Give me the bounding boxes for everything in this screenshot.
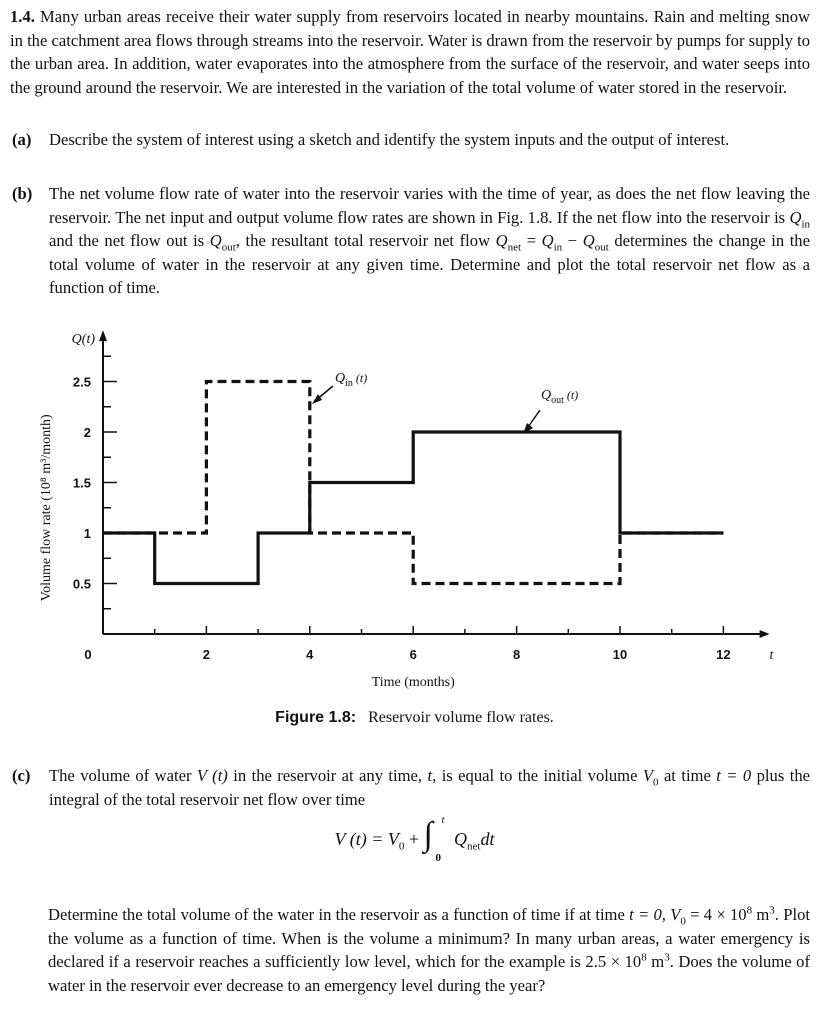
final-t0: t = 0, [629, 905, 666, 924]
integral-sign: ∫ [423, 816, 433, 853]
v0-sub: 0 [653, 776, 659, 789]
part-b-text-2: and the net flow out is [49, 231, 205, 250]
part-b-text-1: The net volume flow rate of water into the reservoir varies with the time of year, as does the net flow leaving the reservoir. The net input and output volume flow rates are shown in Fig. 1.8. If the net flow into the reservoir is [49, 184, 810, 227]
integrand-sub: net [467, 840, 481, 853]
figure-caption [0, 709, 829, 727]
t-variable: t [427, 766, 433, 785]
figure-label: Figure 1.8: [275, 709, 357, 726]
x-tick-label: 4 [306, 647, 314, 662]
part-b-text-3: , the resultant total reservoir net flow [235, 231, 491, 250]
v-of-t: V (t) [196, 766, 228, 785]
integral-upper: t [441, 814, 445, 826]
y-tick-label: 0.5 [72, 576, 91, 592]
q-out-label: $Q_{out}$ (t) [541, 388, 579, 406]
final-level: 2.5 × 10 [585, 952, 642, 971]
final-exp: 8 [746, 904, 753, 917]
v0-symbol: V [642, 766, 654, 785]
final-unit: m [756, 905, 770, 924]
y-axis-arrow [99, 330, 107, 341]
equation-plus: + [404, 829, 424, 850]
integrand: Q [454, 829, 467, 850]
q-net-symbol: Q [495, 231, 508, 250]
x-tick-label: 8 [512, 647, 521, 662]
x-tick-label: 12 [716, 647, 731, 662]
x-tick-label: 10 [612, 647, 628, 662]
part-c-label: (c) [12, 766, 31, 785]
x-tick-label: 0 [84, 647, 92, 662]
minus-sign: − [567, 231, 578, 250]
final-v0-sub: 0 [680, 915, 686, 928]
y-tick-label: 1.5 [72, 475, 91, 491]
q-in-label: $Q_{in}$ (t) [335, 371, 368, 389]
equation-lhs: V (t) = V [334, 829, 399, 850]
problem-intro-text: Many urban areas receive their water supply from reservoirs located in nearby mountains. Rain and melting snow in the catchment area flows through streams into the reservoir. Water is drawn from the reservoir by pumps for supply to the urban area. In addition, water evaporates into the atmosphere from the surface of the reservoir, and water seeps into the ground around the reservoir. We are interested in the variation of the total volume of water stored in the reservoir. [10, 7, 810, 97]
t-equals-zero: t = 0 [716, 766, 752, 785]
q-out-symbol-2: Q [582, 231, 595, 250]
q-in-symbol-2: Q [541, 231, 554, 250]
part-c-text-2: in the reservoir at any time, [233, 766, 423, 785]
q-in-sub: in [801, 217, 810, 230]
x-axis-label: Time (months) [371, 675, 455, 690]
part-b-text-4: determines the change in the total volume of water in the reservoir at any given time. Determine and plot the total reservoir net flow as a function of time. [49, 231, 810, 297]
part-c-text-3: , is equal to the initial volume [432, 766, 638, 785]
q-in-sub-2: in [553, 241, 563, 254]
y-tick-label: 1 [83, 526, 91, 541]
y-axis-label: Volume flow rate (10⁸ m³/month) [39, 414, 54, 602]
final-level-unit-exp: 3 [664, 951, 670, 964]
x-tick-label: 2 [202, 647, 211, 662]
x-axis-end-label: t [769, 648, 774, 663]
final-unit-exp: 3 [769, 904, 775, 917]
final-level-unit: m [651, 952, 665, 971]
integral-lower: 0 [435, 852, 441, 864]
x-axis-arrow [760, 630, 770, 638]
q-in-symbol: Q [789, 207, 802, 227]
part-c-question [48, 903, 810, 997]
problem-number: 1.4. [10, 7, 35, 26]
part-a [12, 128, 810, 152]
q-out-symbol: Q [209, 231, 222, 250]
series-q-out-line [103, 432, 723, 584]
final-text-3: . Does the volume of water in the reservoir ever decrease to an emergency level during the year? [48, 952, 810, 995]
final-v0-value: = 4 × 10 [690, 905, 747, 924]
part-c-text-1: The volume of water [49, 766, 192, 785]
final-text-2: . Plot the volume as a function of time. When is the volume a minimum? In many urban areas, a water emergency is declared if a reservoir reaches a sufficiently low level, which for the example is [48, 905, 810, 971]
final-level-exp: 8 [641, 951, 647, 964]
part-b-label: (b) [12, 184, 33, 203]
eq-sign: = [526, 231, 537, 250]
equation-lhs-sub: 0 [398, 840, 405, 853]
x-tick-label: 6 [409, 647, 417, 662]
part-c [12, 764, 810, 811]
y-tick-label: 2 [83, 425, 91, 440]
part-b [12, 182, 810, 300]
final-v0: V [670, 905, 681, 924]
part-a-text: Describe the system of interest using a sketch and identify the system inputs and the output of interest. [49, 130, 730, 149]
part-a-label: (a) [12, 130, 32, 149]
integrand-dt: dt [480, 829, 495, 850]
part-c-text-5: plus the integral of the total reservoir net flow over time [49, 766, 810, 809]
y-axis-title: Q(t) [71, 332, 95, 348]
flow-rate-chart [0, 300, 829, 700]
volume-equation [0, 814, 829, 864]
part-c-text-4: at time [663, 766, 711, 785]
y-tick-label: 2.5 [72, 374, 91, 390]
q-out-sub: out [221, 241, 236, 254]
problem-intro [10, 5, 810, 99]
q-net-sub: net [507, 241, 522, 254]
final-text-1: Determine the total volume of the water in the reservoir as a function of time if at time [48, 905, 625, 924]
figure-caption-text: Reservoir volume flow rates. [368, 709, 554, 726]
q-out-sub-2: out [594, 241, 609, 254]
